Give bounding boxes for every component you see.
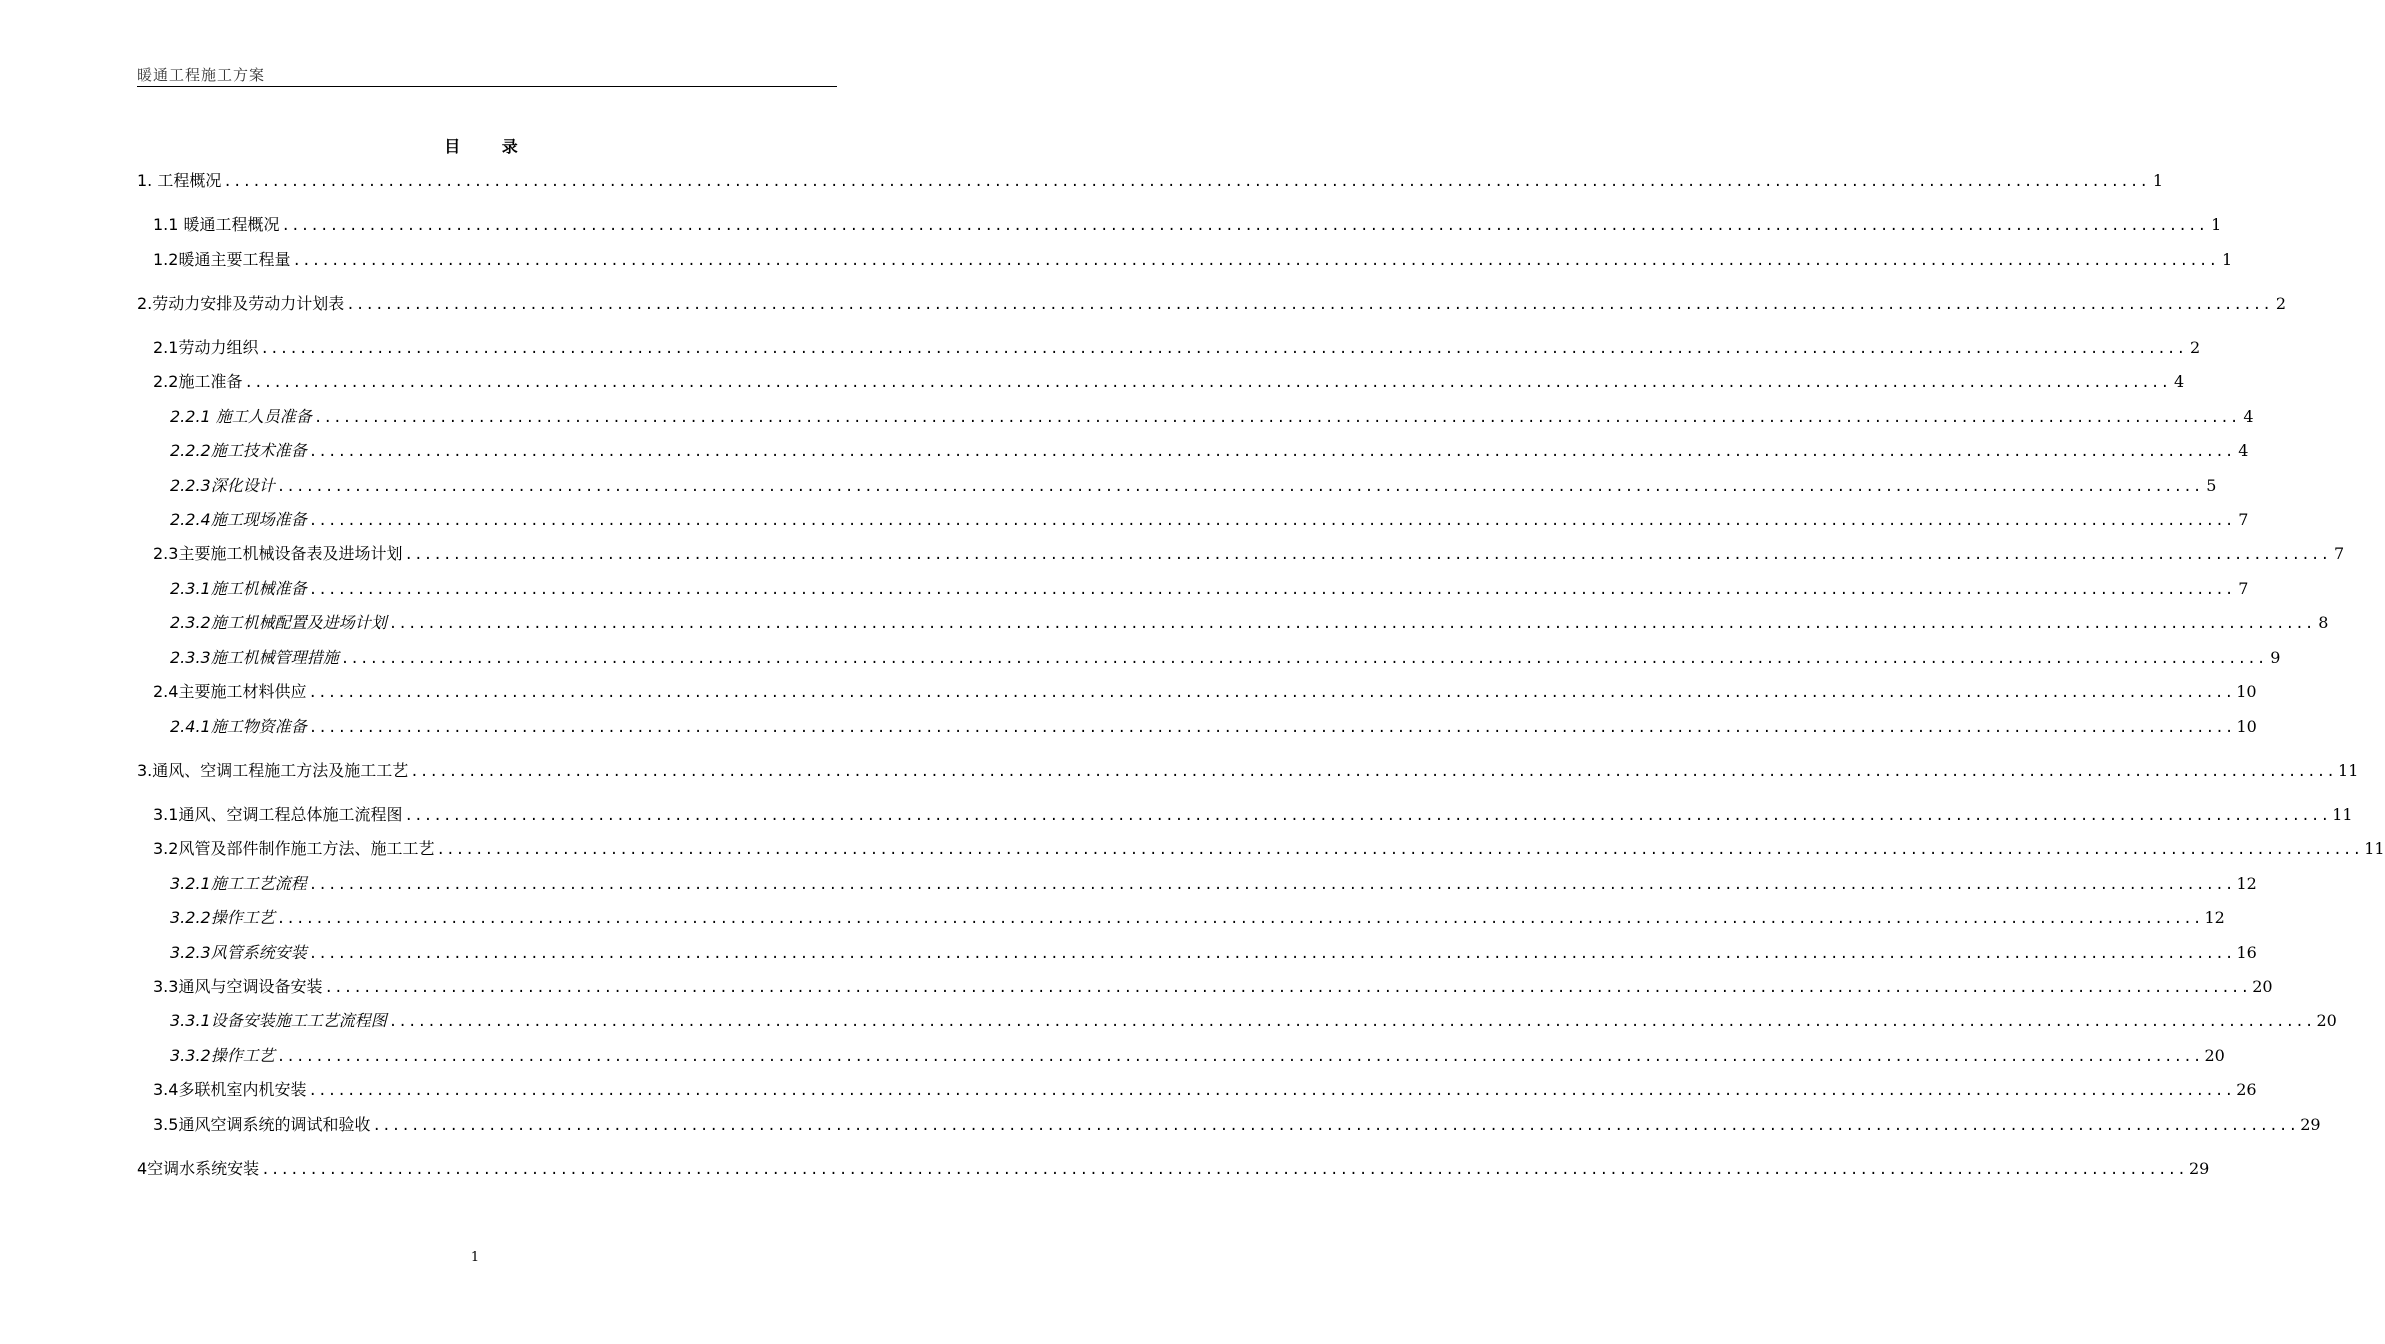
toc-entry-page: 20 (2252, 977, 2273, 996)
toc-leader-dots: ........................................................................................................................................................................................................ (260, 341, 2187, 357)
toc-leader-dots: ........................................................................................................................................................................................................ (308, 582, 2235, 598)
toc-leader-dots: ........................................................................................................................................................................................................ (308, 513, 2235, 529)
toc-entry[interactable] (170, 612, 2329, 634)
toc-entry[interactable] (153, 1079, 2257, 1101)
toc-entry-label: 2.3.1施工机械准备 (170, 579, 307, 598)
header-divider (137, 86, 837, 87)
toc-entry-page: 2 (2275, 294, 2287, 313)
page-number: 1 (470, 1250, 480, 1265)
toc-leader-dots: ........................................................................................................................................................................................................ (436, 842, 2363, 858)
toc-entry-page: 7 (2238, 579, 2249, 598)
toc-leader-dots: ........................................................................................................................................................................................................ (313, 410, 2240, 426)
toc-entry[interactable] (170, 942, 2257, 964)
toc-leader-dots: ........................................................................................................................................................................................................ (372, 1118, 2299, 1134)
toc-entry-page: 12 (2236, 874, 2257, 893)
toc-entry-page: 10 (2236, 682, 2257, 701)
toc-entry-page: 20 (2204, 1046, 2225, 1065)
toc-leader-dots: ........................................................................................................................................................................................................ (308, 1083, 2235, 1099)
toc-entry-label: 3.1通风、空调工程总体施工流程图 (153, 805, 403, 824)
toc-entry[interactable] (170, 578, 2249, 600)
toc-entry[interactable] (170, 509, 2249, 531)
toc-entry-label: 3.4多联机室内机安装 (153, 1080, 307, 1099)
toc-entry-label: 2.4主要施工材料供应 (153, 682, 307, 701)
toc-leader-dots: ........................................................................................................................................................................................................ (223, 174, 2150, 190)
toc-leader-dots: ........................................................................................................................................................................................................ (244, 375, 2171, 391)
toc-entry[interactable] (137, 293, 2287, 315)
toc-leader-dots: ........................................................................................................................................................................................................ (308, 444, 2235, 460)
toc-entry-label: 3.3通风与空调设备安装 (153, 977, 323, 996)
toc-entry[interactable] (170, 440, 2249, 462)
toc-entry-label: 3.3.2操作工艺 (170, 1046, 275, 1065)
toc-leader-dots: ........................................................................................................................................................................................................ (308, 720, 2235, 736)
toc-entry-page: 5 (2206, 476, 2217, 495)
toc-leader-dots: ........................................................................................................................................................................................................ (346, 297, 2273, 313)
toc-leader-dots: ........................................................................................................................................................................................................ (276, 911, 2203, 927)
toc-title: 目 录 (444, 137, 536, 156)
toc-leader-dots: ........................................................................................................................................................................................................ (292, 253, 2219, 269)
toc-entry-label: 2.2施工准备 (153, 372, 243, 391)
toc-entry-label: 2.2.1 施工人员准备 (170, 407, 312, 426)
toc-entry[interactable] (170, 406, 2254, 428)
toc-entry[interactable] (137, 760, 2359, 782)
toc-leader-dots: ........................................................................................................................................................................................................ (281, 218, 2208, 234)
toc-entry[interactable] (153, 249, 2233, 271)
toc-entry-label: 2.3主要施工机械设备表及进场计划 (153, 544, 403, 563)
toc-entry[interactable] (137, 170, 2164, 192)
toc-entry-page: 12 (2204, 908, 2225, 927)
toc-entry-page: 29 (2188, 1159, 2210, 1178)
toc-entry-page: 11 (2364, 839, 2385, 858)
toc-leader-dots: ........................................................................................................................................................................................................ (308, 685, 2235, 701)
toc-entry-page: 26 (2236, 1080, 2257, 1099)
toc-entry-page: 7 (2334, 544, 2345, 563)
toc-entry-page: 11 (2332, 805, 2353, 824)
toc-entry[interactable] (153, 838, 2385, 860)
toc-entry-page: 10 (2236, 717, 2257, 736)
toc-entry-page: 16 (2236, 943, 2257, 962)
toc-entry-page: 9 (2270, 648, 2281, 667)
toc-leader-dots: ........................................................................................................................................................................................................ (410, 764, 2337, 780)
toc-entry-label: 2.劳动力安排及劳动力计划表 (137, 294, 345, 313)
toc-entry[interactable] (153, 976, 2273, 998)
toc-entry-label: 2.3.3施工机械管理措施 (170, 648, 339, 667)
toc-leader-dots: ........................................................................................................................................................................................................ (308, 877, 2235, 893)
toc-leader-dots: ........................................................................................................................................................................................................ (340, 651, 2267, 667)
toc-entry-page: 1 (2222, 250, 2233, 269)
toc-entry-page: 11 (2338, 761, 2359, 780)
toc-entry[interactable] (170, 873, 2257, 895)
toc-leader-dots: ........................................................................................................................................................................................................ (388, 616, 2315, 632)
toc-entry-page: 2 (2190, 338, 2201, 357)
toc-entry-page: 4 (2238, 441, 2249, 460)
toc-leader-dots: ........................................................................................................................................................................................................ (276, 1049, 2203, 1065)
toc-entry-label: 3.3.1设备安装施工工艺流程图 (170, 1011, 387, 1030)
toc-entry-page: 7 (2238, 510, 2249, 529)
toc-leader-dots: ........................................................................................................................................................................................................ (308, 946, 2235, 962)
toc-entry[interactable] (153, 371, 2185, 393)
toc-entry-label: 1. 工程概况 (137, 171, 222, 190)
toc-entry-label: 2.2.4施工现场准备 (170, 510, 307, 529)
toc-leader-dots: ........................................................................................................................................................................................................ (404, 808, 2331, 824)
toc-entry[interactable] (153, 804, 2353, 826)
running-header: 暖通工程施工方案 (137, 66, 266, 84)
toc-entry-label: 1.1 暖通工程概况 (153, 215, 280, 234)
toc-entry-page: 29 (2300, 1115, 2321, 1134)
toc-entry-page: 1 (2211, 215, 2222, 234)
toc-entry-page: 20 (2316, 1011, 2337, 1030)
toc-entry[interactable] (170, 907, 2225, 929)
toc-entry-label: 2.1劳动力组织 (153, 338, 259, 357)
toc-leader-dots: ........................................................................................................................................................................................................ (388, 1014, 2315, 1030)
toc-leader-dots: ........................................................................................................................................................................................................ (261, 1162, 2187, 1178)
toc-leader-dots: ........................................................................................................................................................................................................ (324, 980, 2251, 996)
toc-entry-page: 4 (2243, 407, 2254, 426)
toc-entry-label: 2.2.3深化设计 (170, 476, 275, 495)
toc-entry-label: 3.2.3风管系统安装 (170, 943, 307, 962)
toc-entry-label: 3.2.2操作工艺 (170, 908, 275, 927)
toc-entry[interactable] (137, 1158, 2210, 1180)
toc-entry-label: 2.4.1施工物资准备 (170, 717, 307, 736)
toc-entry-label: 1.2暖通主要工程量 (153, 250, 291, 269)
toc-entry[interactable] (153, 1114, 2321, 1136)
toc-entry[interactable] (170, 475, 2217, 497)
toc-entry[interactable] (153, 214, 2222, 236)
toc-entry-page: 4 (2174, 372, 2185, 391)
toc-entry-label: 3.2.1施工工艺流程 (170, 874, 307, 893)
toc-leader-dots: ........................................................................................................................................................................................................ (276, 479, 2203, 495)
toc-entry[interactable] (170, 1010, 2337, 1032)
toc-entry[interactable] (170, 716, 2257, 738)
toc-entry-label: 3.5通风空调系统的调试和验收 (153, 1115, 371, 1134)
toc-entry-page: 1 (2152, 171, 2164, 190)
toc-entry[interactable] (153, 337, 2201, 359)
toc-entry-label: 3.通风、空调工程施工方法及施工工艺 (137, 761, 409, 780)
toc-entry[interactable] (153, 681, 2257, 703)
toc-entry[interactable] (170, 647, 2281, 669)
toc-entry-label: 2.2.2施工技术准备 (170, 441, 307, 460)
toc-entry-label: 2.3.2施工机械配置及进场计划 (170, 613, 387, 632)
toc-entry[interactable] (153, 543, 2345, 565)
toc-entry-label: 3.2风管及部件制作施工方法、施工工艺 (153, 839, 435, 858)
toc-entry-label: 4空调水系统安装 (137, 1159, 260, 1178)
toc-entry[interactable] (170, 1045, 2225, 1067)
toc-entry-page: 8 (2318, 613, 2329, 632)
toc-leader-dots: ........................................................................................................................................................................................................ (404, 547, 2331, 563)
